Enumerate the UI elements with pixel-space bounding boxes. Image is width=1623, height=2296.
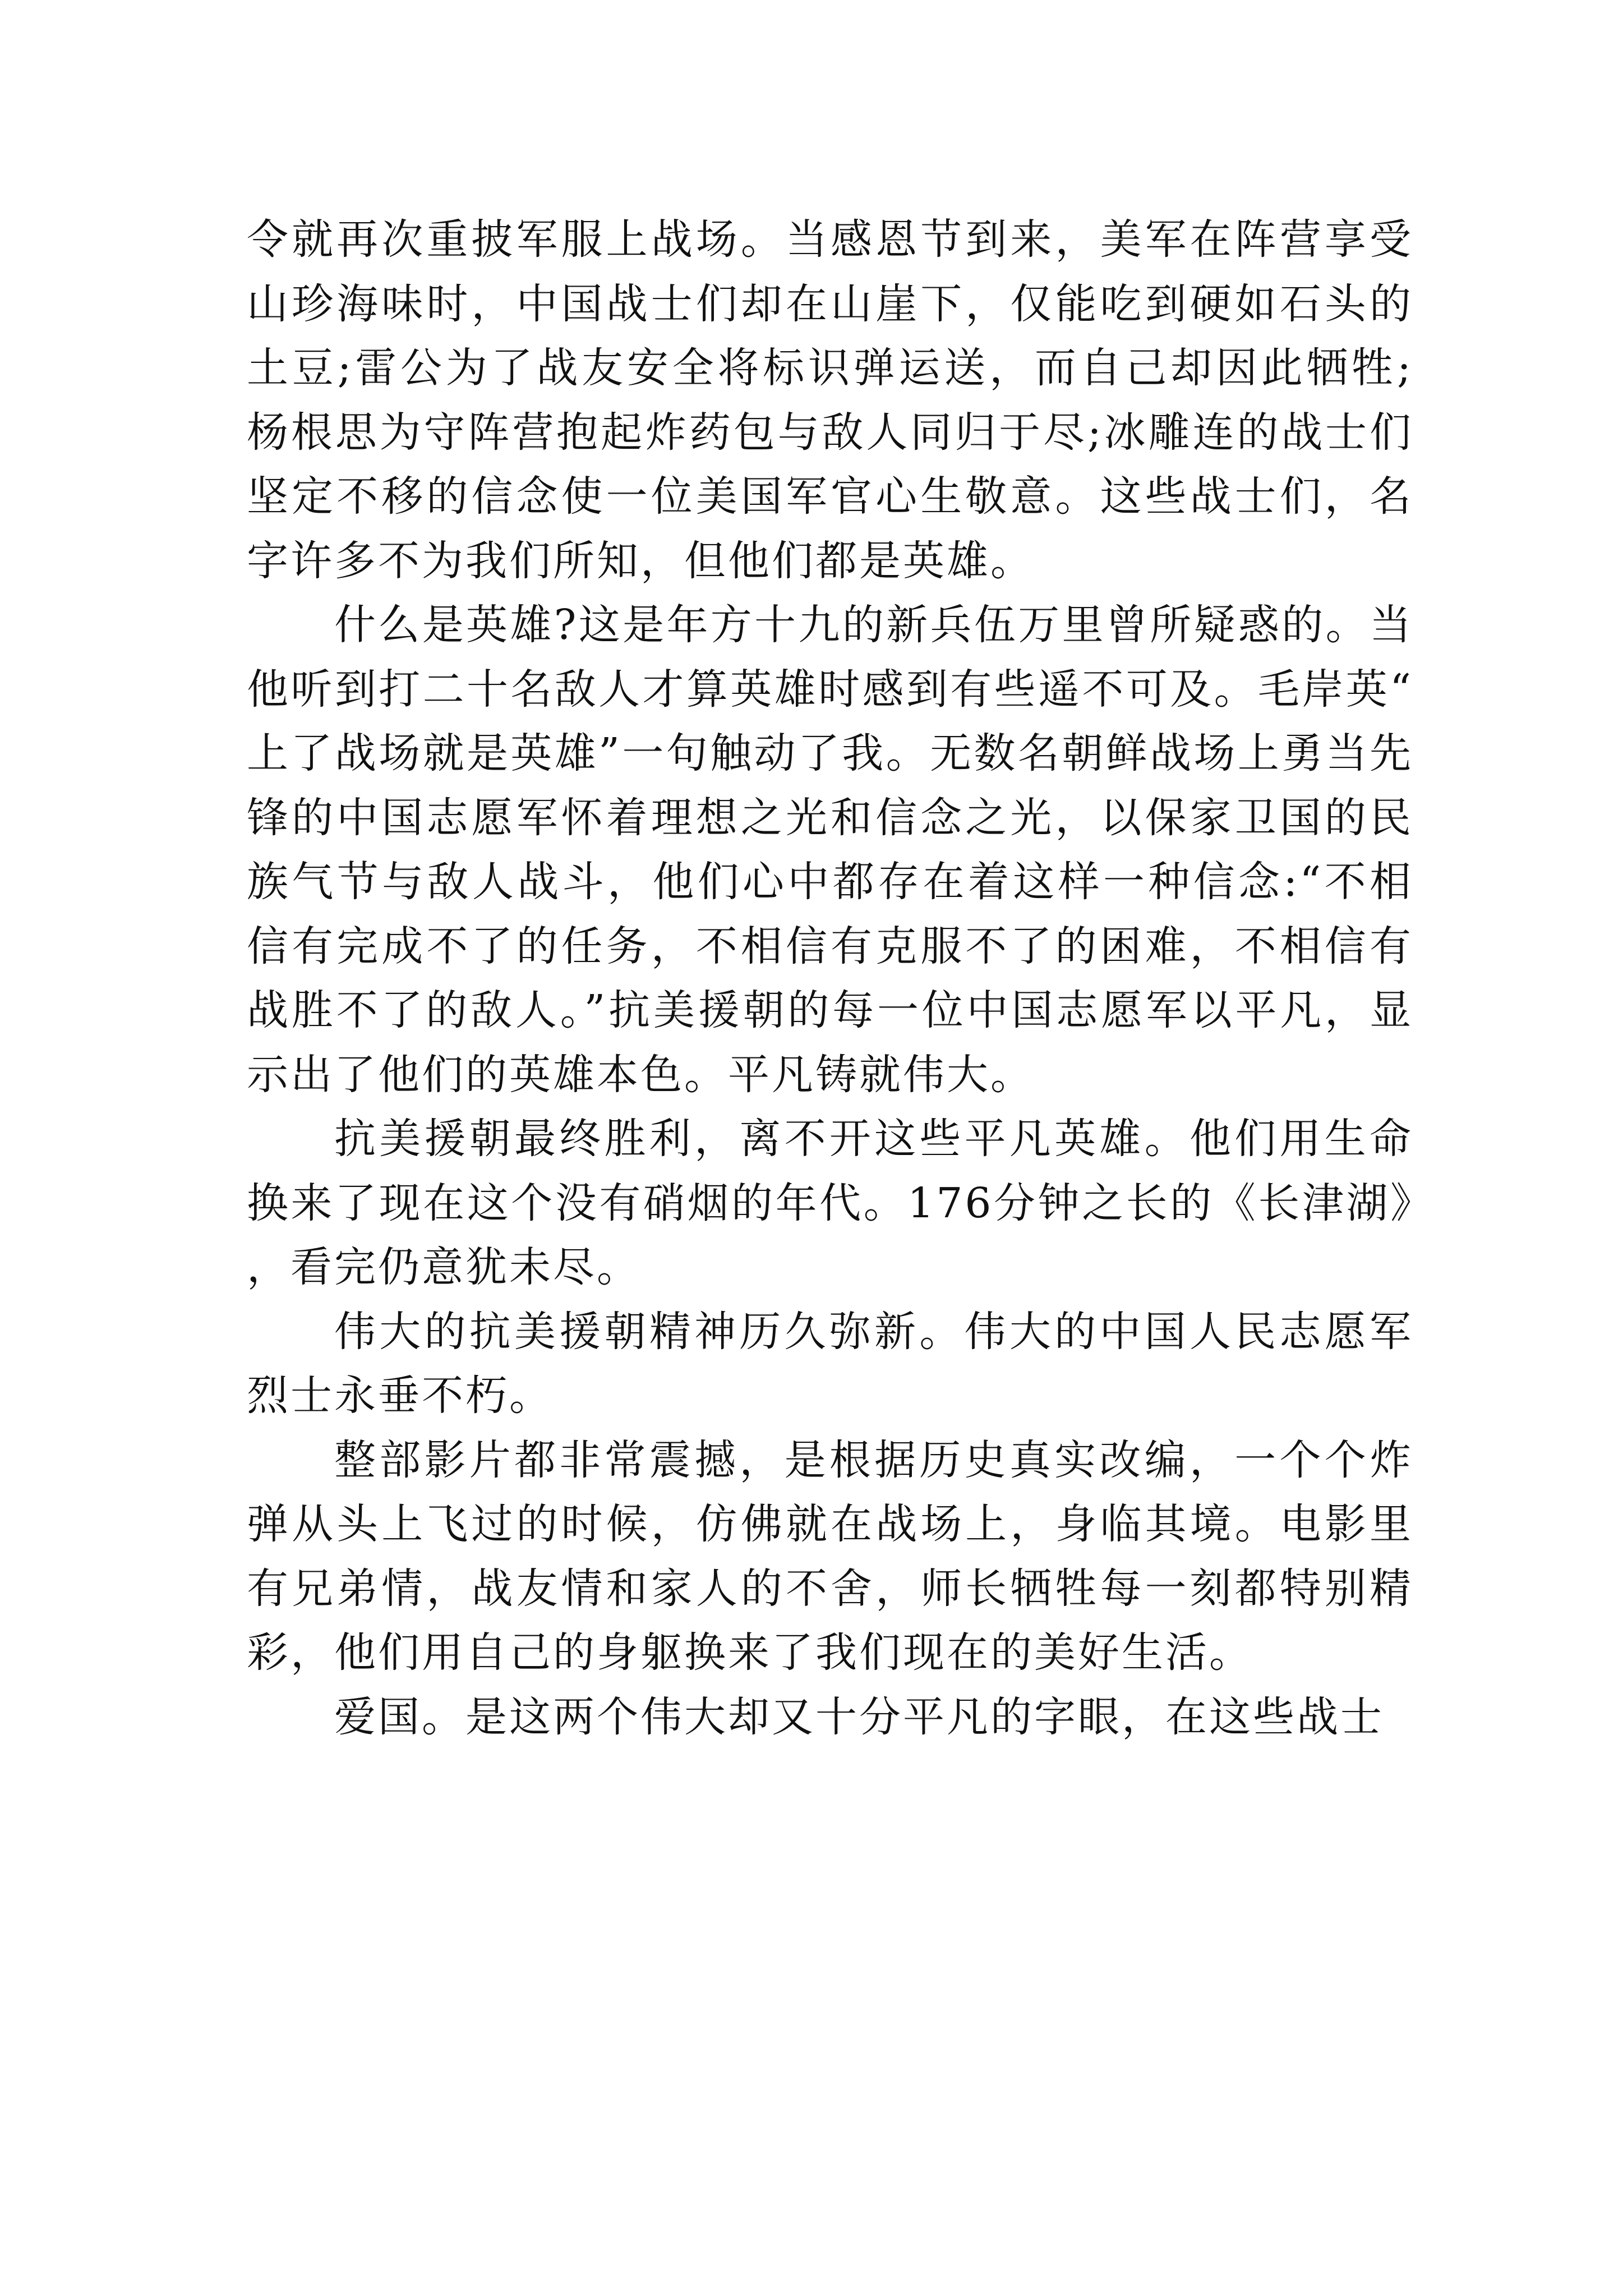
paragraph-5: 整部影片都非常震撼，是根据历史真实改编，一个个炸弹从头上飞过的时候，仿佛就在战场上，身临其境。电影里有兄弟情，战友情和家人的不舍，师长牺牲每一刻都特别精彩，他们用自己的身躯换来了我们现在的美好生活。	[247, 1435, 1413, 1677]
paragraph-3: 抗美援朝最终胜利，离不开这些平凡英雄。他们用生命换来了现在这个没有硝烟的年代。176分钟之长的《长津湖》，看完仍意犹未尽。	[247, 1115, 1413, 1291]
paragraph-4: 伟大的抗美援朝精神历久弥新。伟大的中国人民志愿军烈士永垂不朽。	[247, 1307, 1413, 1420]
paragraph-2: 什么是英雄?这是年方十九的新兵伍万里曾所疑惑的。当他听到打二十名敌人才算英雄时感到有些遥不可及。毛岸英“上了战场就是英雄”一句触动了我。无数名朝鲜战场上勇当先锋的中国志愿军怀着理想之光和信念之光，以保家卫国的民族气节与敌人战斗，他们心中都存在着这样一种信念:“不相信有完成不了的任务，不相信有克服不了的困难，不相信有战胜不了的敌人。”抗美援朝的每一位中国志愿军以平凡，显示出了他们的英雄本色。平凡铸就伟大。	[247, 601, 1413, 1099]
paragraph-1: 令就再次重披军服上战场。当感恩节到来，美军在阵营享受山珍海味时，中国战士们却在山崖下，仅能吃到硬如石头的土豆;雷公为了战友安全将标识弹运送，而自己却因此牺牲;杨根思为守阵营抱起炸药包与敌人同归于尽;冰雕连的战士们坚定不移的信念使一位美国军官心生敬意。这些战士们，名字许多不为我们所知，但他们都是英雄。	[247, 215, 1413, 585]
paragraph-6: 爱国。是这两个伟大却又十分平凡的字眼，在这些战士	[334, 1692, 1384, 1741]
document-body	[247, 208, 1413, 1749]
